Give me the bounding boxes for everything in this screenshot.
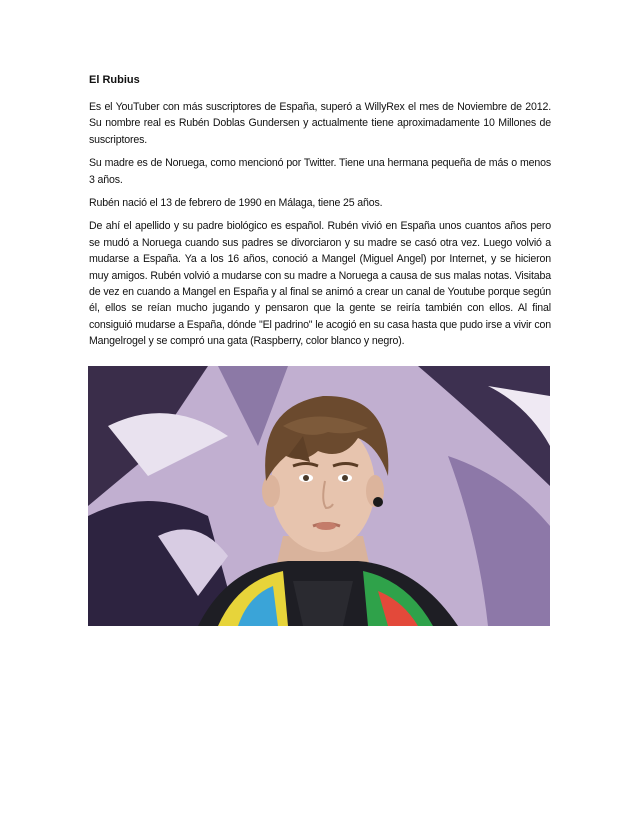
portrait-illustration xyxy=(88,366,550,626)
document-title: El Rubius xyxy=(89,74,140,86)
paragraph-mother: Su madre es de Noruega, como mencionó por Twitter. Tiene una hermana pequeña de más o menos 3 años. xyxy=(89,157,551,186)
document-body xyxy=(89,72,551,357)
portrait-photo xyxy=(88,366,550,626)
paragraph-intro: Es el YouTuber con más suscriptores de España, superó a WillyRex el mes de Noviembre de 2012. Su nombre real es Rubén Doblas Gundersen y actualmente tiene aproximadamente 10 Millones de suscriptores. xyxy=(89,101,551,146)
paragraph-birth: Rubén nació el 13 de febrero de 1990 en Málaga, tiene 25 años. xyxy=(89,197,383,210)
paragraph-biography: De ahí el apellido y su padre biológico es español. Rubén vivió en España unos cuantos años pero se mudó a Noruega cuando sus padres se divorciaron y su madre se casó otra vez. Luego volvió a mudarse a España. Ya a los 16 años, conoció a Mangel (Miguel Angel) por Internet, y se hicieron muy amigos. Rubén volvió a mudarse con su madre a Noruega a causa de sus malas notas. Visitaba de vez en cuando a Mangel en España y al final se animó a crear un canal de Youtube porque según él, ellos se reían mucho jugando y pensaron que la gente se reiría también con ellos. Al final consiguió mudarse a España, dónde "El padrino" le acogió en su casa hasta que pudo irse a vivir con Mangelrogel y se compró una gata (Raspberry, color blanco y negro). xyxy=(89,220,551,348)
